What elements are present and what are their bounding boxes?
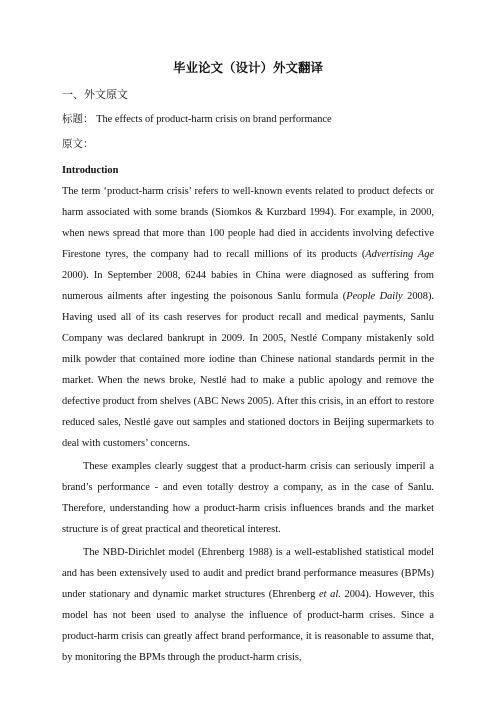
paragraph-1-part-a: The term ‘product-harm crisis’ refers to well-known events related to product defects or harm associated with some brands (Siomkos & Kurzbard 1994). For example, in 2000, when news spread that more than 100 people had died in accidents involving defective Firestone tyres, the company had to recall millions of its products ( [62, 186, 434, 260]
paragraph-1-part-c: 2008). Having used all of its cash reserves for product recall and medical payments, Sanlu Company was declared bankrupt in 2009. In 2005, Nestlé Company mistakenly sold milk powder that contained more iodine than Chinese national standards permit in the market. When the news broke, Nestlé had to make a public apology and remove the defective product from shelves (ABC News 2005). After this crisis, in an effort to restore reduced sales, Nestlé gave out samples and stationed doctors in Beijing supermarkets to deal with customers’ concerns. [62, 291, 434, 449]
body-label: 原文： [62, 138, 94, 150]
paragraph-3-part-b: 2004). However, this model has not been used to analyse the influence of product-harm crises. Since a product-harm crisis can greatly affect brand performance, it is reasonable to assume that, by monitoring the BPMs through the product-harm crisis, [62, 589, 434, 663]
paragraph-1-part-b: 2000). In September 2008, 6244 babies in China were diagnosed as suffering from numerous ailments after ingesting the poisonous Sanlu formula ( [62, 270, 434, 302]
citation-people-daily: People Daily [346, 291, 403, 302]
paragraph-3 [62, 542, 434, 668]
title-label: 标题： [62, 113, 94, 125]
paragraph-2: These examples clearly suggest that a product-harm crisis can seriously imperil a brand’s performance - and even totally destroy a company, as in the case of Sanlu. Therefore, understanding how a product-harm crisis influences brands and the market structure is of great practical and theoretical interest. [62, 461, 434, 535]
citation-et-al: et al. [318, 589, 341, 600]
paragraph-3-part-a: The NBD-Dirichlet model (Ehrenberg 1988) is a well-established statistical model and has been extensively used to audit and predict brand performance measures (BPMs) under stationary and dynamic market structures (Ehrenberg [62, 547, 434, 600]
title-text: The effects of product-harm crisis on brand performance [96, 114, 332, 125]
introduction-heading: Introduction [62, 165, 119, 176]
paragraph-1 [62, 181, 434, 454]
citation-advertising-age: Advertising Age [365, 249, 434, 260]
section-heading: 一、外文原文 [62, 88, 128, 101]
title-row [62, 108, 434, 131]
document-content [62, 58, 434, 668]
body-label-row [62, 133, 434, 156]
document-title: 毕业论文（设计）外文翻译 [172, 60, 323, 75]
